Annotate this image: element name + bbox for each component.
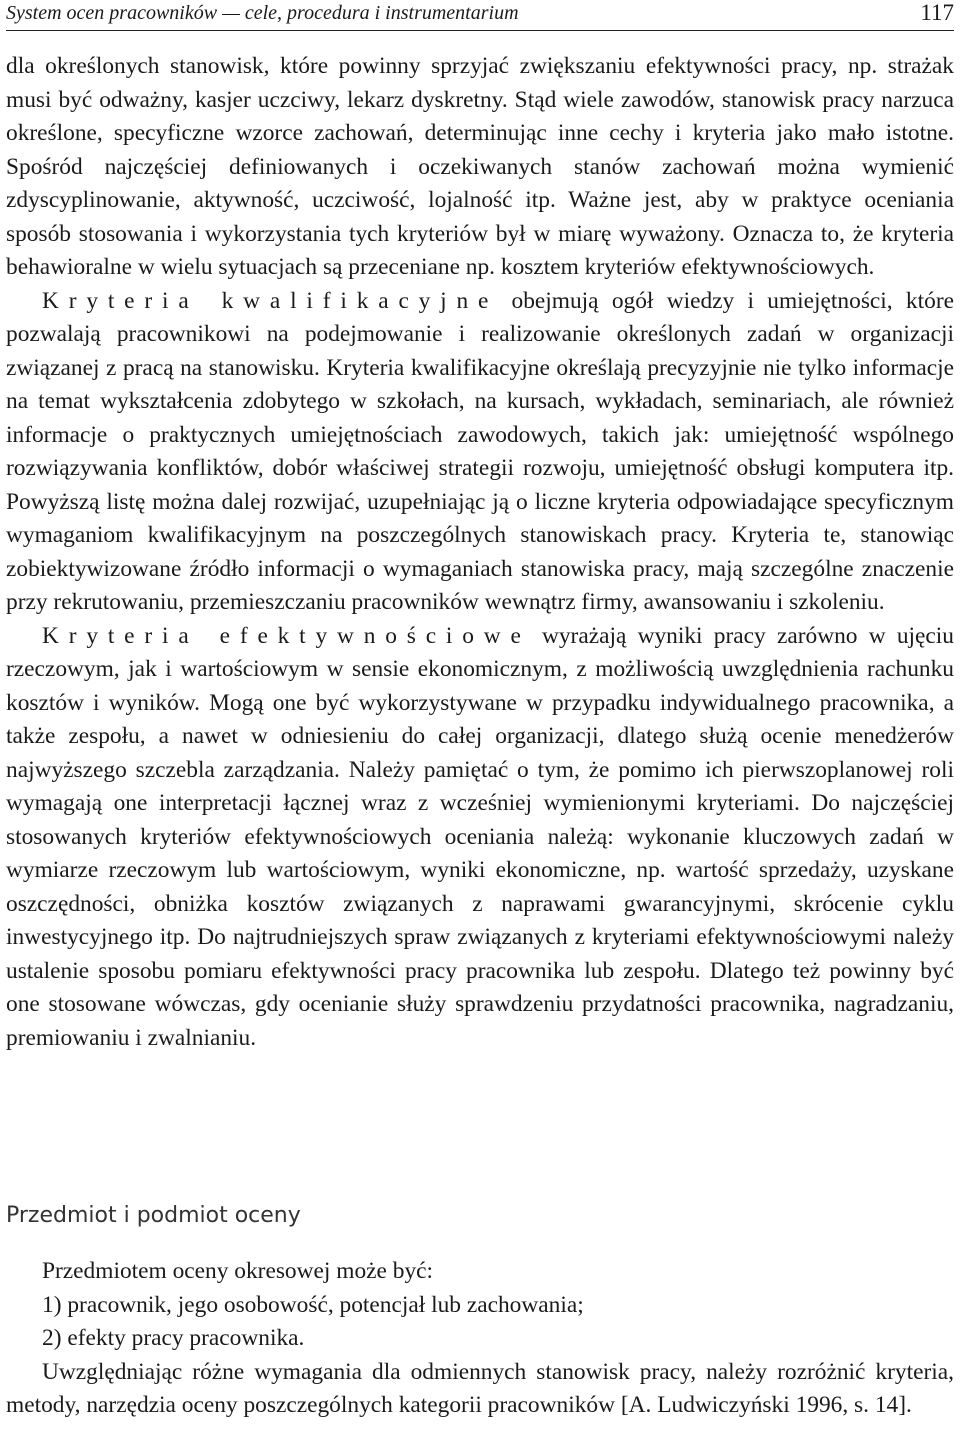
section-text [6,1255,954,1423]
page-number: 117 [920,0,954,25]
paragraph-qualification-criteria [6,285,954,620]
section-heading: Przedmiot i podmiot oceny [6,1203,301,1228]
paragraph-efficiency-text: wyrażają wyniki pracy zarówno w ujęciu rzeczowym, jak i wartościowym w sensie ekonomicznym, z możliwością uwzględnienia rachunku kosztów i wyników. Mogą one być wykorzystywane w przypadku indywidualnego pracownika, a także zespołu, a nawet w odniesieniu do całej organizacji, dlatego służą ocenie menedżerów najwyższego szczebla zarządzania. Należy pamiętać o tym, że pomimo ich pierwszoplanowej roli wymagają one interpretacji łącznej wraz z wcześniej wymienionymi kryteriami. Do najczęściej stosowanych kryteriów efektywnościowych oceniania należą: wykonanie kluczowych zadań w wymiarze rzeczowym lub wartościowym, wyniki ekonomiczne, np. wartość sprzedaży, uzyskane oszczędności, obniżka kosztów związanych z naprawami gwarancyjnymi, skrócenie cyklu inwestycyjnego itp. Do najtrudniejszych spraw związanych z kryteriami efektywnościowymi należy ustalenie sposobu pomiaru efektywności pracy pracownika lub zespołu. Dlatego też powinny być one stosowane wówczas, gdy ocenianie służy sprawdzeniu przydatności pracownika, nagradzaniu, premiowaniu i zwalnianiu. [6,622,955,1051]
list-item: 2) efekty pracy pracownika. [42,1325,305,1351]
term-qualification-criteria: Kryteria kwalifikacyjne [42,287,499,314]
running-title: System ocen pracowników — cele, procedura i instrumentarium [6,2,519,24]
list-item: 1) pracownik, jego osobowość, potencjał lub zachowania; [42,1291,584,1318]
paragraph-qualification-text: obejmują ogół wiedzy i umiejętności, które pozwalają pracownikowi na podejmowanie i realizowanie określonych zadań w organizacji związanej z pracą na stanowisku. Kryteria kwalifikacyjne określają precyzyjnie nie tylko informacje na temat wykształcenia zdobytego w szkołach, na kursach, wykładach, seminariach, ale również informacje o praktycznych umiejętnościach zawodowych, takich jak: umiejętność wspólnego rozwiązywania konfliktów, dobór właściwej strategii rozwoju, umiejętność obsługi komputera itp. Powyższą listę można dalej rozwijać, uzupełniając ją o liczne kryteria odpowiadające specyficznym wymaganiom kwalifikacyjnym na poszczególnych stanowiskach pracy. Kryteria te, stanowiąc zobiektywizowane źródło informacji o wymaganiach stanowiska pracy, mają szczególne znaczenie przy rekrutowaniu, przemieszczaniu pracowników wewnątrz firmy, awansowaniu i szkoleniu. [6,287,954,615]
running-header [6,0,954,31]
paragraph-efficiency-criteria [6,620,954,1056]
main-text [6,50,954,1055]
assessment-subject-list [6,1289,954,1356]
term-efficiency-criteria: Kryteria efektywnościowe [42,622,531,649]
paragraph-behavioral-criteria: dla określonych stanowisk, które powinny sprzyjać zwiększaniu efektywności pracy, np. strażak musi być odważny, kasjer uczciwy, lekarz dyskretny. Stąd wiele zawodów, stanowisk pracy narzuca określone, specyficzne wzorce zachowań, determinując inne cechy i kryteria jako mało istotne. Spośród najczęściej definiowanych i oczekiwanych stanów zachowań można wymienić zdyscyplinowanie, aktywność, uczciwość, lojalność itp. Ważne jest, aby w praktyce oceniania sposób stosowania i wykorzystania tych kryteriów był w miarę wyważony. Oznacza to, że kryteria behawioralne w wielu sytuacjach są przeceniane np. kosztem kryteriów efektywnościowych. [6,53,954,280]
section-closing: Uwzględniając różne wymagania dla odmiennych stanowisk pracy, należy rozróżnić kryteria, metody, narzędzia oceny poszczególnych kategorii pracowników [A. Ludwiczyński 1996, s. 14]. [6,1358,954,1418]
section-intro: Przedmiotem oceny okresowej może być: [42,1258,434,1284]
